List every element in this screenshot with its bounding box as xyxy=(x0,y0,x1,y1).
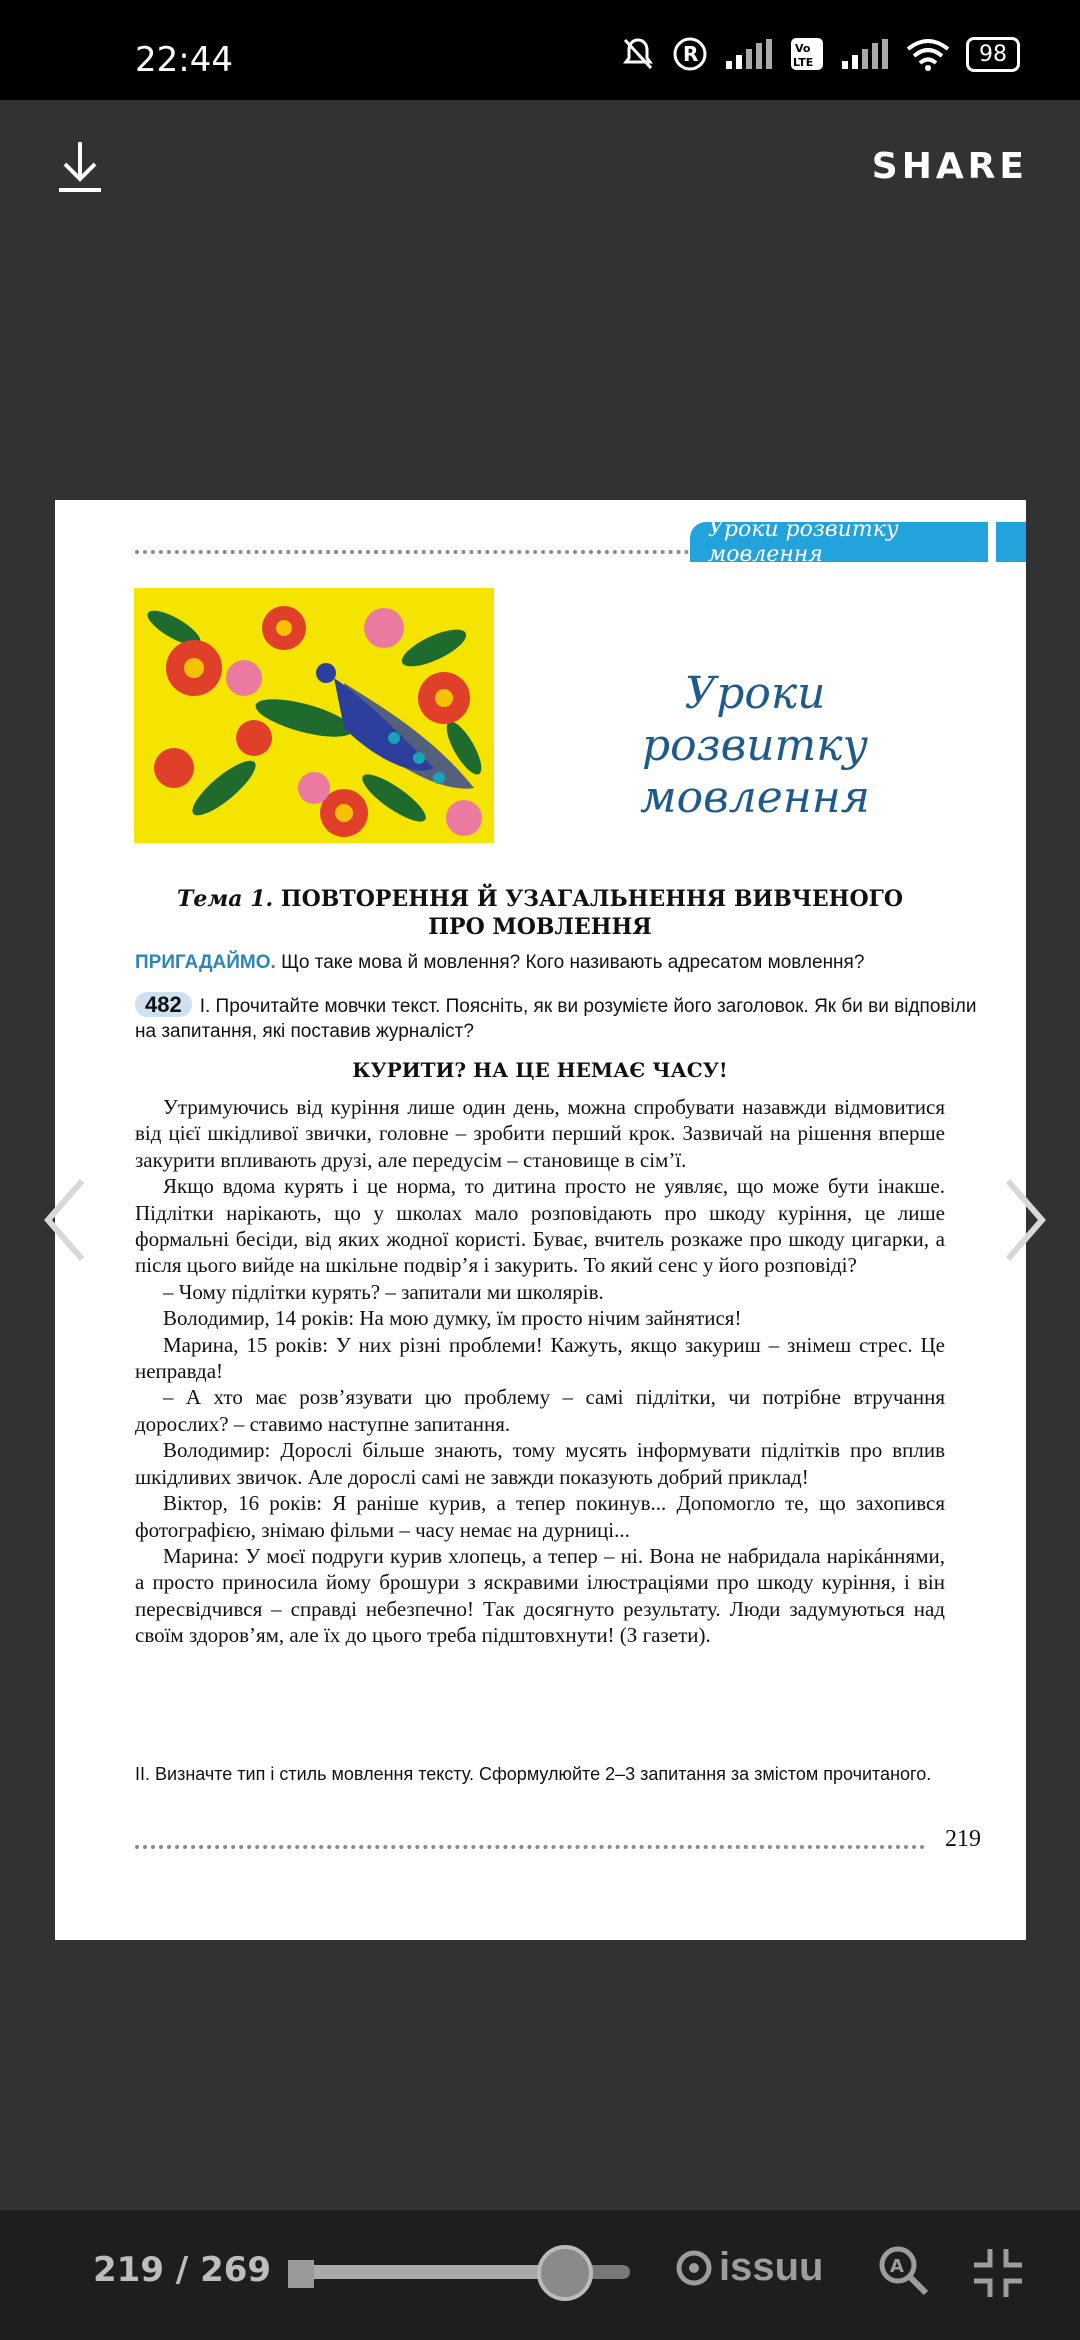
recall-text: Що таке мова й мовлення? Кого називають адресатом мовлення? xyxy=(281,952,865,973)
paragraph: Марина: У моєї подруги курив хлопець, а тепер – ні. Вона не набридала нарікáннями, а просто приносила йому брошури з яскравими ілюстраціями про шкоду куріння, і він пересвідчився – справді небезпечно! Так досягнуто результату. Люди задумуються над своїм здоров’ям, але їх до цього треба підштовхнути! (З газети). xyxy=(135,1543,945,1648)
topic-text-line1: ПОВТОРЕННЯ Й УЗАГАЛЬНЕННЯ ВИВЧЕНОГО xyxy=(280,886,903,912)
paragraph: Якщо вдома курять і це норма, то дитина просто не уявляє, що може бути інакше. Підлітки нарікають, що у школах мало розповідають про шкоду куріння, це лише формальні бесіди, від яких жодної користі. Буває, вчитель розкаже про шкоду цигарки, а після цього вийде на шкільне подвір’я і закурить. То який сенс у його розповіді? xyxy=(135,1174,945,1278)
paragraph: Віктор, 16 років: Я раніше курив, а тепер покинув... Допомогло те, що захопився фотографією, знімаю фільми – часу немає на дурниці... xyxy=(135,1491,945,1542)
paragraph: Володимир: Дорослі більше знають, тому мусять інформувати підлітків про вплив шкідливих звичок. Але дорослі самі не завжди показують добрий приклад! xyxy=(135,1438,945,1489)
previous-page-button[interactable] xyxy=(40,1175,90,1265)
wifi-icon xyxy=(906,37,950,71)
issuu-logo-icon xyxy=(675,2249,713,2287)
status-icons xyxy=(620,36,1020,72)
svg-text:R: R xyxy=(683,42,699,66)
signal-icon xyxy=(724,39,774,69)
clock: 22:44 xyxy=(135,40,233,80)
chevron-left-icon xyxy=(40,1175,90,1265)
folk-art-illustration xyxy=(134,588,494,843)
unit-title-line2: розвитку мовлення xyxy=(640,720,870,823)
page-counter: 219 / 269 xyxy=(93,2250,272,2290)
task-two: ІІ. Визначте тип і стиль мовлення тексту. Сформулюйте 2–3 запитання за змістом прочитаного. xyxy=(135,1764,932,1784)
svg-text:LTE: LTE xyxy=(793,56,814,69)
dotted-divider xyxy=(135,550,745,554)
battery-icon xyxy=(966,37,1020,72)
share-button[interactable]: SHARE xyxy=(871,146,1028,187)
zoom-icon xyxy=(876,2243,932,2299)
section-ribbon: Уроки розвитку мовлення xyxy=(690,522,988,562)
exercise-text: І. Прочитайте мовчки текст. Поясніть, як ви розумієте його заголовок. Як би ви відповіли на запитання, які поставив журналіст? xyxy=(135,996,977,1042)
topic-heading xyxy=(135,885,945,941)
document-page[interactable] xyxy=(55,500,1026,1940)
paragraph: – Чому підлітки курять? – запитали ми школярів. xyxy=(163,1279,604,1304)
issuu-logo[interactable] xyxy=(675,2245,823,2290)
unit-title xyxy=(535,668,975,824)
exercise-number: 482 xyxy=(135,992,192,1017)
exit-fullscreen-button[interactable] xyxy=(970,2245,1026,2306)
text-body xyxy=(135,1094,945,1649)
chevron-right-icon xyxy=(1000,1175,1050,1265)
slider-start-marker xyxy=(288,2260,314,2288)
issuu-brand-text: issuu xyxy=(719,2245,824,2289)
paragraph: Марина, 15 років: У них різні проблеми! Кажуть, якщо закуриш – знімеш стрес. Це неправда! xyxy=(135,1332,945,1384)
recall-label: ПРИГАДАЙМО. xyxy=(135,952,276,973)
volte-icon xyxy=(790,37,824,71)
zoom-button[interactable] xyxy=(876,2243,932,2304)
page-number: 219 xyxy=(945,1826,981,1852)
next-page-button[interactable] xyxy=(1000,1175,1050,1265)
page-slider-fill xyxy=(290,2265,565,2279)
page-slider-thumb[interactable] xyxy=(537,2245,593,2301)
topic-label: Тема 1. xyxy=(177,886,274,912)
paragraph: Володимир, 14 років: На мою думку, їм просто нічим зайнятися! xyxy=(163,1306,742,1331)
download-button[interactable] xyxy=(55,138,105,199)
signal-icon-2 xyxy=(840,39,890,69)
exercise-block xyxy=(135,992,995,1044)
battery-level: 98 xyxy=(966,37,1020,72)
paragraph: Утримуючись від куріння лише один день, можна спробувати назавжди відмовитися від цієї шкідливої звички, головне – зробити перший крок. Зазвичай на рішення вперше закурити впливають друзі, але передусім – становище в сім’ї. xyxy=(135,1095,945,1172)
svg-text:Vo: Vo xyxy=(795,42,811,55)
recall-block xyxy=(135,952,995,974)
status-bar xyxy=(0,0,1080,100)
download-icon xyxy=(55,138,105,194)
exit-fullscreen-icon xyxy=(970,2245,1026,2301)
dotted-divider-bottom xyxy=(135,1845,925,1849)
unit-title-line1: Уроки xyxy=(684,668,826,719)
bell-muted-icon xyxy=(620,36,656,72)
topic-text-line2: ПРО МОВЛЕННЯ xyxy=(428,914,652,940)
svg-text:A: A xyxy=(890,2256,904,2277)
paragraph: – А хто має розв’язувати цю проблему – самі підлітки, чи потрібне втручання дорослих? – ставимо наступне запитання. xyxy=(135,1385,945,1436)
registered-icon xyxy=(672,36,708,72)
ribbon-tab xyxy=(996,522,1026,562)
text-heading: КУРИТИ? НА ЦЕ НЕМАЄ ЧАСУ! xyxy=(352,1058,728,1082)
